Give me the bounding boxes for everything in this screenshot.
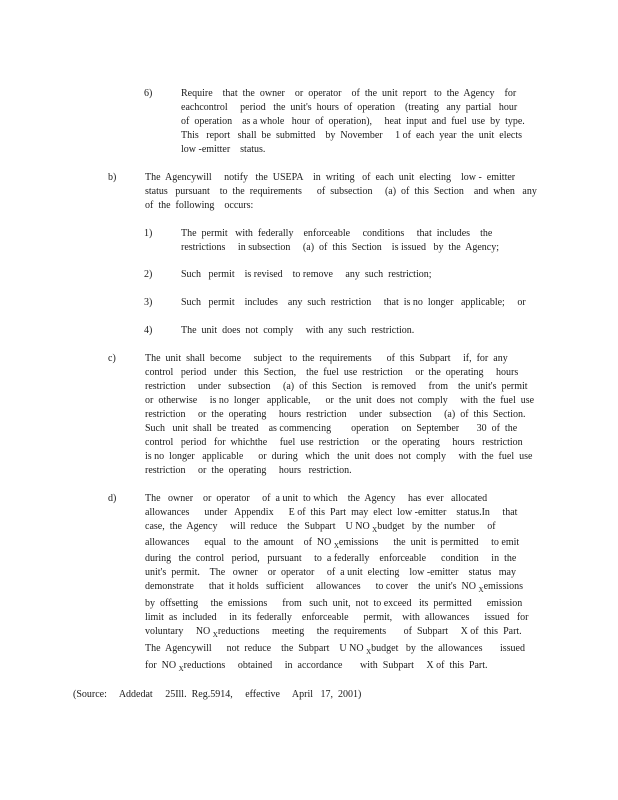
paragraph-d-label: d) (108, 493, 117, 504)
paragraph-d-line: demonstrate that it holds sufficient allowances to cover the unit's NO $_X$emissions (145, 581, 524, 594)
paragraph-d-line: case, the Agency will reduce the Subpart U NO $_X$budget by the number of (145, 521, 496, 534)
item-6-line: This report shall be submitted by November 1 of each year the unit elects (181, 130, 523, 141)
paragraph-c-line: Such unit shall be treated as commencing operation on September 30 of the (145, 423, 518, 434)
paragraph-c-line: is no longer applicable or during which the unit does not comply with the fuel use (145, 451, 533, 462)
paragraph-b-line: The Agencywill notify the USEPA in writing of each unit electing low - emitter (145, 172, 516, 183)
item-b1-line: restrictions in subsection (a) of this Section is issued by the Agency; (181, 242, 500, 253)
paragraph-d-line: unit's permit. The owner or operator of a unit electing low -emitter status may (145, 567, 516, 578)
paragraph-c-line: The unit shall become subject to the requirements of this Subpart if, for any (145, 353, 508, 364)
paragraph-c-line: control period for whichthe fuel use restriction or the operating hours restriction (145, 437, 523, 448)
paragraph-d-line: voluntary NO $_X$reductions meeting the requirements of Subpart X of this Part. (145, 626, 522, 639)
paragraph-d-line: The owner or operator of a unit to which the Agency has ever allocated (145, 493, 488, 504)
item-b2-line: Such permit is revised to remove any such restriction; (181, 269, 432, 280)
item-b4-line: The unit does not comply with any such restriction. (181, 325, 415, 336)
item-6-label: 6) (144, 88, 153, 99)
paragraph-c-line: restriction under subsection (a) of this Section is removed from the unit's permit (145, 381, 528, 392)
paragraph-d-line: The Agencywill not reduce the Subpart U NO $_X$budget by the allowances issued (145, 643, 525, 656)
item-6-line: eachcontrol period the unit's hours of operation (treating any partial hour (181, 102, 518, 113)
item-6-line: low -emitter status. (181, 144, 266, 155)
paragraph-b-line: of the following occurs: (145, 200, 254, 211)
item-b2-label: 2) (144, 269, 153, 280)
paragraph-c-line: restriction or the operating hours restriction under subsection (a) of this Section. (145, 409, 526, 420)
item-6-line: of operation as a whole hour of operation), heat input and fuel use by type. (181, 116, 525, 127)
source-note: (Source: Addedat 25Ill. Reg.5914, effective April 17, 2001) (73, 689, 362, 700)
paragraph-b-line: status pursuant to the requirements of subsection (a) of this Section and when any (145, 186, 537, 197)
paragraph-c-line: or otherwise is no longer applicable, or the unit does not comply with the fuel use (145, 395, 535, 406)
paragraph-c-line: restriction or the operating hours restriction. (145, 465, 352, 476)
item-b3-line: Such permit includes any such restriction that is no longer applicable; or (181, 297, 526, 308)
paragraph-b-label: b) (108, 172, 117, 183)
item-b1-label: 1) (144, 228, 153, 239)
paragraph-c-label: c) (108, 353, 116, 364)
item-b1-line: The permit with federally enforceable conditions that includes the (181, 228, 493, 239)
item-b3-label: 3) (144, 297, 153, 308)
item-b4-label: 4) (144, 325, 153, 336)
paragraph-d-line: for NO $_X$reductions obtained in accordance with Subpart X of this Part. (145, 660, 488, 673)
paragraph-d-line: limit as included in its federally enforceable permit, with allowances issued for (145, 612, 529, 623)
paragraph-d-line: allowances under Appendix E of this Part may elect low -emitter status.In that (145, 507, 518, 518)
paragraph-d-line: during the control period, pursuant to a federally enforceable condition in the (145, 553, 517, 564)
paragraph-c-line: control period under this Section, the fuel use restriction or the operating hours (145, 367, 519, 378)
paragraph-d-line: by offsetting the emissions from such unit, not to exceed its permitted emission (145, 598, 523, 609)
item-6-line: Require that the owner or operator of the unit report to the Agency for (181, 88, 517, 99)
paragraph-d-line: allowances equal to the amount of NO $_X$emissions the unit is permitted to emit (145, 537, 520, 550)
